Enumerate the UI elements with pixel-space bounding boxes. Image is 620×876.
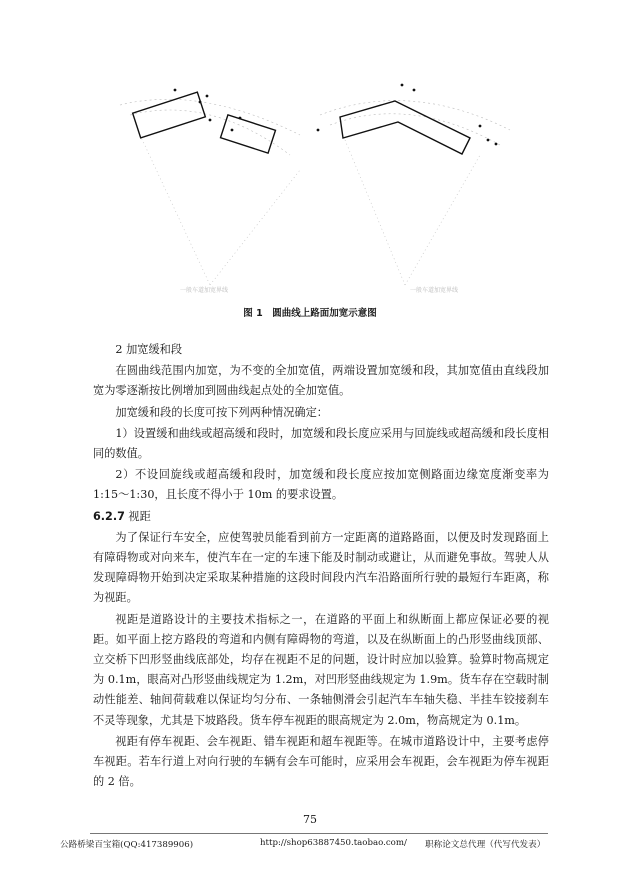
- page-number: 75: [303, 813, 317, 826]
- right-diagram: [320, 101, 510, 285]
- left-vehicle-front: [133, 92, 206, 138]
- left-diagram: [120, 99, 300, 285]
- right-vehicle-body: [340, 101, 470, 154]
- subheading-widening-transition: 2 加宽缓和段: [115, 343, 183, 356]
- footer-right: 职称论文总代理（代写代发表）: [425, 840, 546, 850]
- paragraph: 视距有停车视距、会车视距、错车视距和超车视距等。在城市道路设计中，主要考虑停车视距。若车行道上对向行驶的车辆有会车可能时，应采用会车视距，会车视距为停车视距的 2 倍。: [93, 734, 549, 789]
- list-item: 2）不设回旋线或超高缓和段时，加宽缓和段长度应按加宽侧路面边缘宽度渐变率为1:15～1:30，且长度不得小于 10m 的要求设置。: [93, 468, 549, 502]
- body-text: [93, 340, 549, 793]
- paragraph: 在圆曲线范围内加宽，为不变的全加宽值，两端设置加宽缓和段，其加宽值由直线段加宽为零逐渐按比例增加到圆曲线起点处的全加宽值。: [93, 364, 549, 398]
- left-diagram-label: 一般车道加宽界线: [180, 287, 229, 294]
- section-heading: [93, 507, 549, 527]
- road-widening-figure: [0, 60, 620, 300]
- section-number: 6.2.7: [93, 509, 125, 523]
- footer-center-link[interactable]: http://shop63887450.taobao.com/: [260, 838, 407, 848]
- footer-left: 公路桥梁百宝箱(QQ:417389906): [60, 840, 194, 850]
- widening-diagram: [0, 60, 620, 300]
- paragraph: 加宽缓和段的长度可按下列两种情况确定：: [115, 405, 328, 419]
- footer-divider: [90, 833, 548, 834]
- right-diagram-label: 一般车道加宽界线: [410, 287, 459, 294]
- figure-caption: 图 1 圆曲线上路面加宽示意图: [243, 308, 377, 319]
- list-item: 1）设置缓和曲线或超高缓和段时，加宽缓和段长度应采用与回旋线或超高缓和段长度相同的数值。: [93, 426, 549, 461]
- section-title: 视距: [124, 509, 151, 523]
- paragraph: 视距是道路设计的主要技术指标之一，在道路的平面上和纵断面上都应保证必要的视距。如平面上挖方路段的弯道和内侧有障碍物的弯道，以及在纵断面上的凸形竖曲线顶部、立交桥下凹形竖曲线底部处，均存在视距不足的问题，设计时应加以验算。验算时物高规定为 0.1m，眼高对凸形竖曲线规定为 1.2m，对凹形竖曲线规定为 1.9m。货车存在空载时制动性能差、轴间荷载难以保证均匀分布、一条轴侧滑会引起汽车车轴失稳、半挂车铰接刹车不灵等现象，尤其是下坡路段。货车停车视距的眼高规定为 2.0m，物高规定为 0.1m。: [93, 612, 549, 727]
- paragraph: 为了保证行车安全，应使驾驶员能看到前方一定距离的道路路面，以便及时发现路面上有障碍物或对向来车，使汽车在一定的车速下能及时制动或避让，从而避免事故。驾驶人从发现障碍物开始到决定采取某种措施的这段时间段内汽车沿路面所行驶的最短行车距离，称为视距。: [93, 530, 549, 605]
